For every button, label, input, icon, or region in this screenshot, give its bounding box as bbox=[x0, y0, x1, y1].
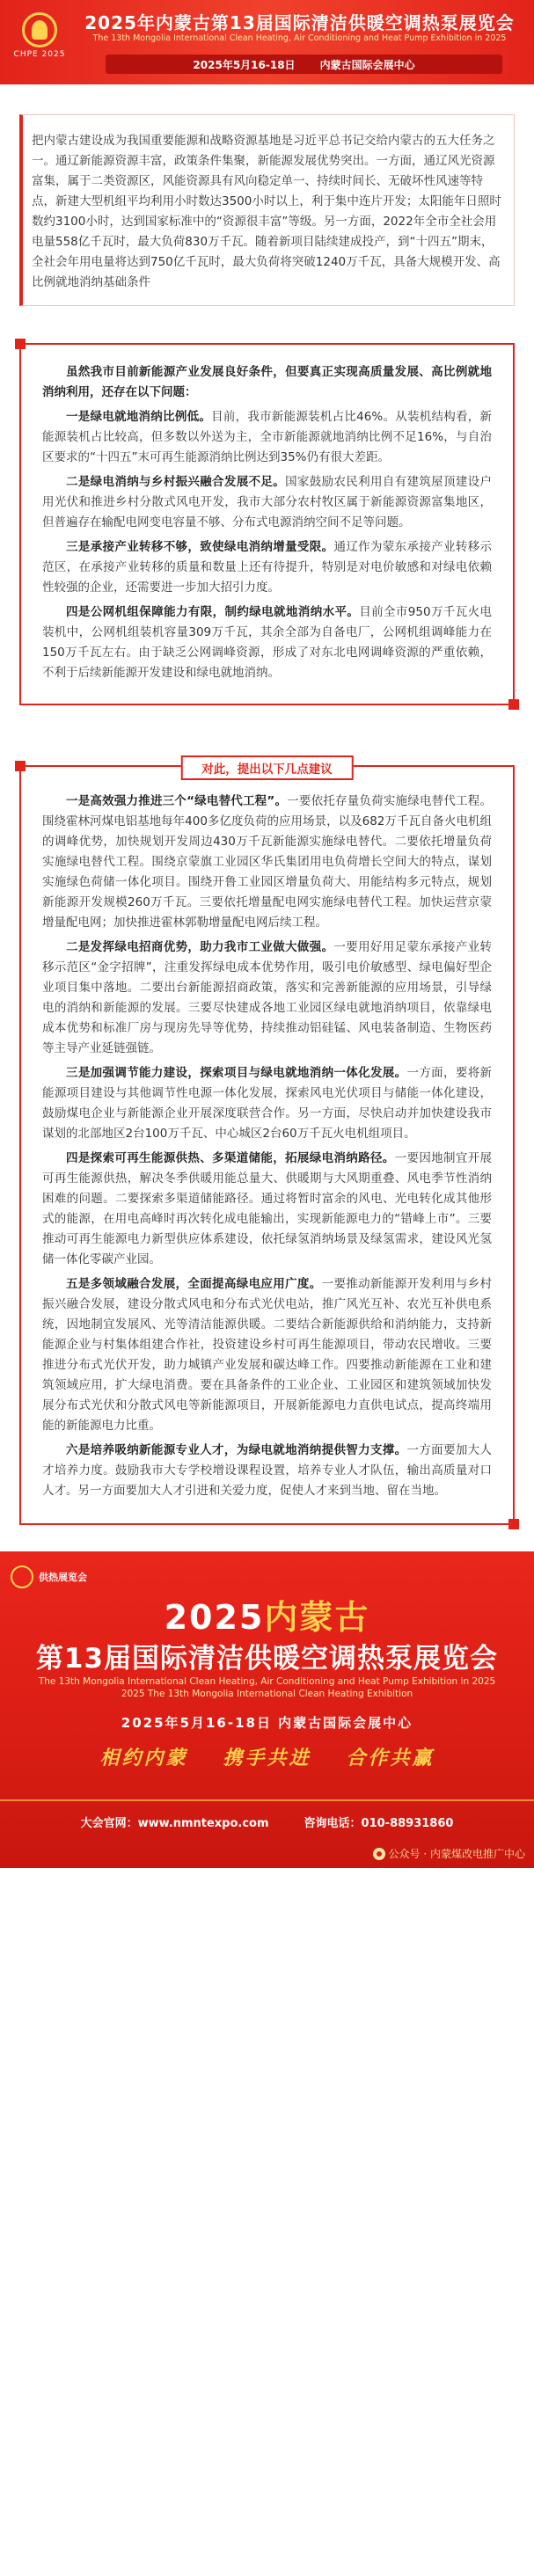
problem-item bbox=[42, 602, 492, 683]
suggestion-body: 一要因地制宜开展可再生能源供热，解决冬季供暖用能总量大、供暖期与大风期重叠、风电季节性消纳困难的问题。二要探索多渠道储能路径。通过将暂时富余的风电、光电转化成其他形式的能源，在用电高峰时再次转化成电能输出，实现新能源电力的“错峰上市”。三要推动可再生能源电力新型供应体系建设，依托绿氢消纳场景及绿氢需求，建设风光氢储一体化零碳产业园。 bbox=[42, 1151, 493, 1266]
bottom-logo bbox=[11, 1565, 87, 1588]
problem-heading: 二是绿电消纳与乡村振兴融合发展不足。 bbox=[66, 475, 286, 489]
bottom-contacts bbox=[0, 1813, 534, 1830]
bottom-banner bbox=[0, 1551, 534, 1868]
bottom-year-line bbox=[0, 1590, 534, 1638]
wechat-account: 公众号 · 内蒙煤改电推广中心 bbox=[388, 1848, 525, 1860]
slogan: 携手共进 bbox=[223, 1748, 311, 1770]
banner-date-bar bbox=[106, 55, 502, 74]
slogan: 合作共赢 bbox=[346, 1748, 435, 1770]
suggestion-body: 一要依托存量负荷实施绿电替代工程。围绕霍林河煤电铝基地每年400多亿度负荷的应用场景，以及682万千瓦自备火电机组的调峰优势，加快规划开发周边430万千瓦新能源实施绿电替代。二要依托增量负荷实施绿电替代工程。围绕京蒙旗工业园区华氏集团用电负荷增长空间大的特点，谋划实施绿色荷储一体化项目。围绕开鲁工业园区增量负荷大、用能结构多元特点，规划新能源开发规模260万千瓦。三要依托增量配电网实施绿电替代工程。加快运营京蒙增量配电网；加快推进霍林郭勒增量配电网后续工程。 bbox=[42, 794, 493, 930]
wechat-icon bbox=[373, 1848, 385, 1860]
problem-item bbox=[42, 472, 492, 533]
problem-body: 目前，我市新能源装机占比46%。从装机结构看，新能源装机占比较高，但多数以外送为主，全市新能源就地消纳比例不足16%，与自治区要求的“十四五”末可再生能源消纳比例达到35%仍有很大差距。 bbox=[42, 410, 492, 464]
slogan: 相约内蒙 bbox=[99, 1748, 188, 1770]
problem-body: 通辽作为蒙东承接产业转移示范区，在承接产业转移的质量和数量上还有待提升，特别是对电价敏感和对绿电依赖性较强的企业，还需要进一步加大招引力度。 bbox=[42, 540, 493, 595]
problems-lead: 虽然我市目前新能源产业发展良好条件，但要真正实现高质量发展、高比例就地消纳利用，还存在以下问题： bbox=[42, 365, 492, 399]
suggestion-item bbox=[42, 792, 492, 933]
expo-logo-icon bbox=[22, 12, 57, 47]
suggestion-item bbox=[42, 1274, 492, 1436]
suggestion-heading: 一是高效强力推进三个“绿电替代工程”。 bbox=[66, 794, 288, 808]
expo-logo-text: CHPE 2025 bbox=[13, 50, 66, 59]
suggestion-body: 一方面，要将新能源项目建设与其他调节性电源一体化发展，探索风电光伏项目与储能一体化建设，鼓励煤电企业与新能源企业开展深度联营合作。另一方面，尽快启动并加快建设我市谋划的北部地区2台100万千瓦、中心城区2台60万千瓦火电机组项目。 bbox=[42, 1066, 493, 1141]
suggestion-item bbox=[42, 938, 492, 1059]
suggestion-body: 一要用好用足蒙东承接产业转移示范区“金字招牌”，注重发挥绿电成本优势作用，吸引电价敏感型、绿电偏好型企业项目集中落地。二要出台新能源招商政策，落实和完善新能源的应用场景，引导绿电的消纳和新能源的发展。三要尽快建成各地工业园区绿电就地消纳项目，依靠绿电成本优势和标准厂房与现房先导等优势，持续推动铝硅锰、风电装备制造、生物医药等主导产业延链强链。 bbox=[42, 940, 493, 1055]
problems-section bbox=[19, 343, 515, 705]
bottom-year: 2025 bbox=[164, 1598, 265, 1637]
bottom-region: 内蒙古 bbox=[264, 1598, 370, 1637]
suggestions-ribbon: 对此，提出以下几点建议 bbox=[180, 755, 354, 780]
bottom-slogans bbox=[0, 1743, 534, 1770]
phone-number: 咨询电话：010-88931860 bbox=[304, 1817, 454, 1830]
wechat-watermark bbox=[373, 1846, 525, 1861]
bottom-date-venue: 2025年5月16-18日 内蒙古国际会展中心 bbox=[121, 1715, 413, 1731]
banner-title: 2025年内蒙古第13届国际清洁供暖空调热泵展览会 bbox=[84, 12, 515, 33]
suggestion-heading: 二是发挥绿电招商优势，助力我市工业做大做强。 bbox=[66, 940, 334, 954]
suggestion-item bbox=[42, 1149, 492, 1270]
divider bbox=[0, 1799, 534, 1801]
problem-item bbox=[42, 537, 492, 598]
problem-heading: 一是绿电就地消纳比例低。 bbox=[66, 410, 212, 424]
suggestions-section bbox=[19, 765, 515, 1525]
banner-date: 2025年5月16-18日 bbox=[193, 58, 296, 71]
problem-heading: 四是公网机组保障能力有限，制约绿电就地消纳水平。 bbox=[66, 605, 360, 619]
website-link[interactable]: 大会官网：www.nmntexpo.com bbox=[80, 1817, 269, 1830]
intro-paragraph: 把内蒙古建设成为我国重要能源和战略资源基地是习近平总书记交给内蒙古的五大任务之一。通辽新能源资源丰富，政策条件集聚，新能源发展优势突出。一方面，通辽风光资源富集，属于二类资源区，风能资源具有风向稳定单一、持续时间长、无破坏性风速等特点，新建大型机组平均利用小时数达3500小时以上，利于集中连片开发；太阳能年日照时数约3100小时，达到国家标准中的“资源很丰富”等级。另一方面，2022年全市全社会用电量558亿千瓦时，最大负荷830万千瓦。随着新项目陆续建成投产，到“十四五”期末，全社会年用电量将达到750亿千瓦时，最大负荷将突破1240万千瓦，具备大规模开发、高比例就地消纳基础条件 bbox=[19, 114, 515, 306]
bottom-logo-icon bbox=[11, 1565, 33, 1588]
suggestion-heading: 六是培养吸纳新能源专业人才，为绿电就地消纳提供智力支撑。 bbox=[66, 1443, 407, 1457]
bottom-subtitle-1: The 13th Mongolia International Clean Heating, Air Conditioning and Heat Pump Exhibition in 2025 bbox=[38, 1676, 496, 1687]
suggestion-heading: 三是加强调节能力建设，探索项目与绿电就地消纳一体化发展。 bbox=[66, 1066, 407, 1080]
bottom-subtitle-2: 2025 The 13th Mongolia International Clean Heating Exhibition bbox=[121, 1689, 413, 1699]
suggestion-heading: 四是探索可再生能源供热、多渠道储能，拓展绿电消纳路径。 bbox=[66, 1151, 395, 1165]
problem-heading: 三是承接产业转移不够，致使绿电消纳增量受限。 bbox=[66, 540, 334, 554]
suggestion-body: 一要推动新能源开发利用与乡村振兴融合发展，建设分散式风电和分布式光伏电站，推广风光互补、农光互补供电系统，因地制宜发展风、光等清洁能源供暖。二要结合新能源供给和消纳能力，支持新能源企业与村集体组建合作社，投资建设乡村可再生能源项目，带动农民增收。三要推进分布式光伏开发，助力城镇产业发展和碳达峰工作。四要推动新能源在工业和建筑领域应用，扩大绿电消费。要在具备条件的工业企业、工业园区和建筑领域加快发展分布式光伏和分散式风电等新能源项目，开展新能源电力直供电试点，提高终端用能的新能源电力比重。 bbox=[42, 1277, 493, 1433]
banner-venue: 内蒙古国际会展中心 bbox=[319, 58, 415, 71]
problem-body: 目前全市950万千瓦火电装机中，公网机组装机容量309万千瓦，其余全部为自备电厂，公网机组调峰能力在150万千瓦左右。由于缺乏公网调峰资源，形成了对东北电网调峰资源的严重依赖，不利于后续新能源开发建设和绿电就地消纳。 bbox=[42, 605, 492, 680]
suggestion-body: 一方面要加大人才培养力度。鼓励我市大专学校增设课程设置，培养专业人才队伍，输出高质量对口人才。另一方面要加大人才引进和关爱力度，促使人才来到当地、留在当地。 bbox=[42, 1443, 493, 1498]
bottom-logo-text: 供热展览会 bbox=[39, 1572, 87, 1583]
expo-logo bbox=[9, 12, 70, 59]
bottom-title: 第13届国际清洁供暖空调热泵展览会 bbox=[35, 1643, 499, 1675]
top-banner bbox=[0, 0, 534, 84]
suggestion-item bbox=[42, 1063, 492, 1144]
problem-body: 国家鼓励农民利用自有建筑屋顶建设户用光伏和推进乡村分散式风电开发，我市大部分农村牧区属于新能源资源富集地区，但普遍存在输配电网变电容量不够、分布式电源消纳空间不足等问题。 bbox=[42, 475, 493, 529]
problem-item bbox=[42, 407, 492, 468]
suggestion-heading: 五是多领域融合发展，全面提高绿电应用广度。 bbox=[66, 1277, 322, 1291]
banner-subtitle: The 13th Mongolia International Clean Heating, Air Conditioning and Heat Pump Exhibition in 2025 bbox=[92, 33, 507, 43]
suggestion-item bbox=[42, 1441, 492, 1501]
